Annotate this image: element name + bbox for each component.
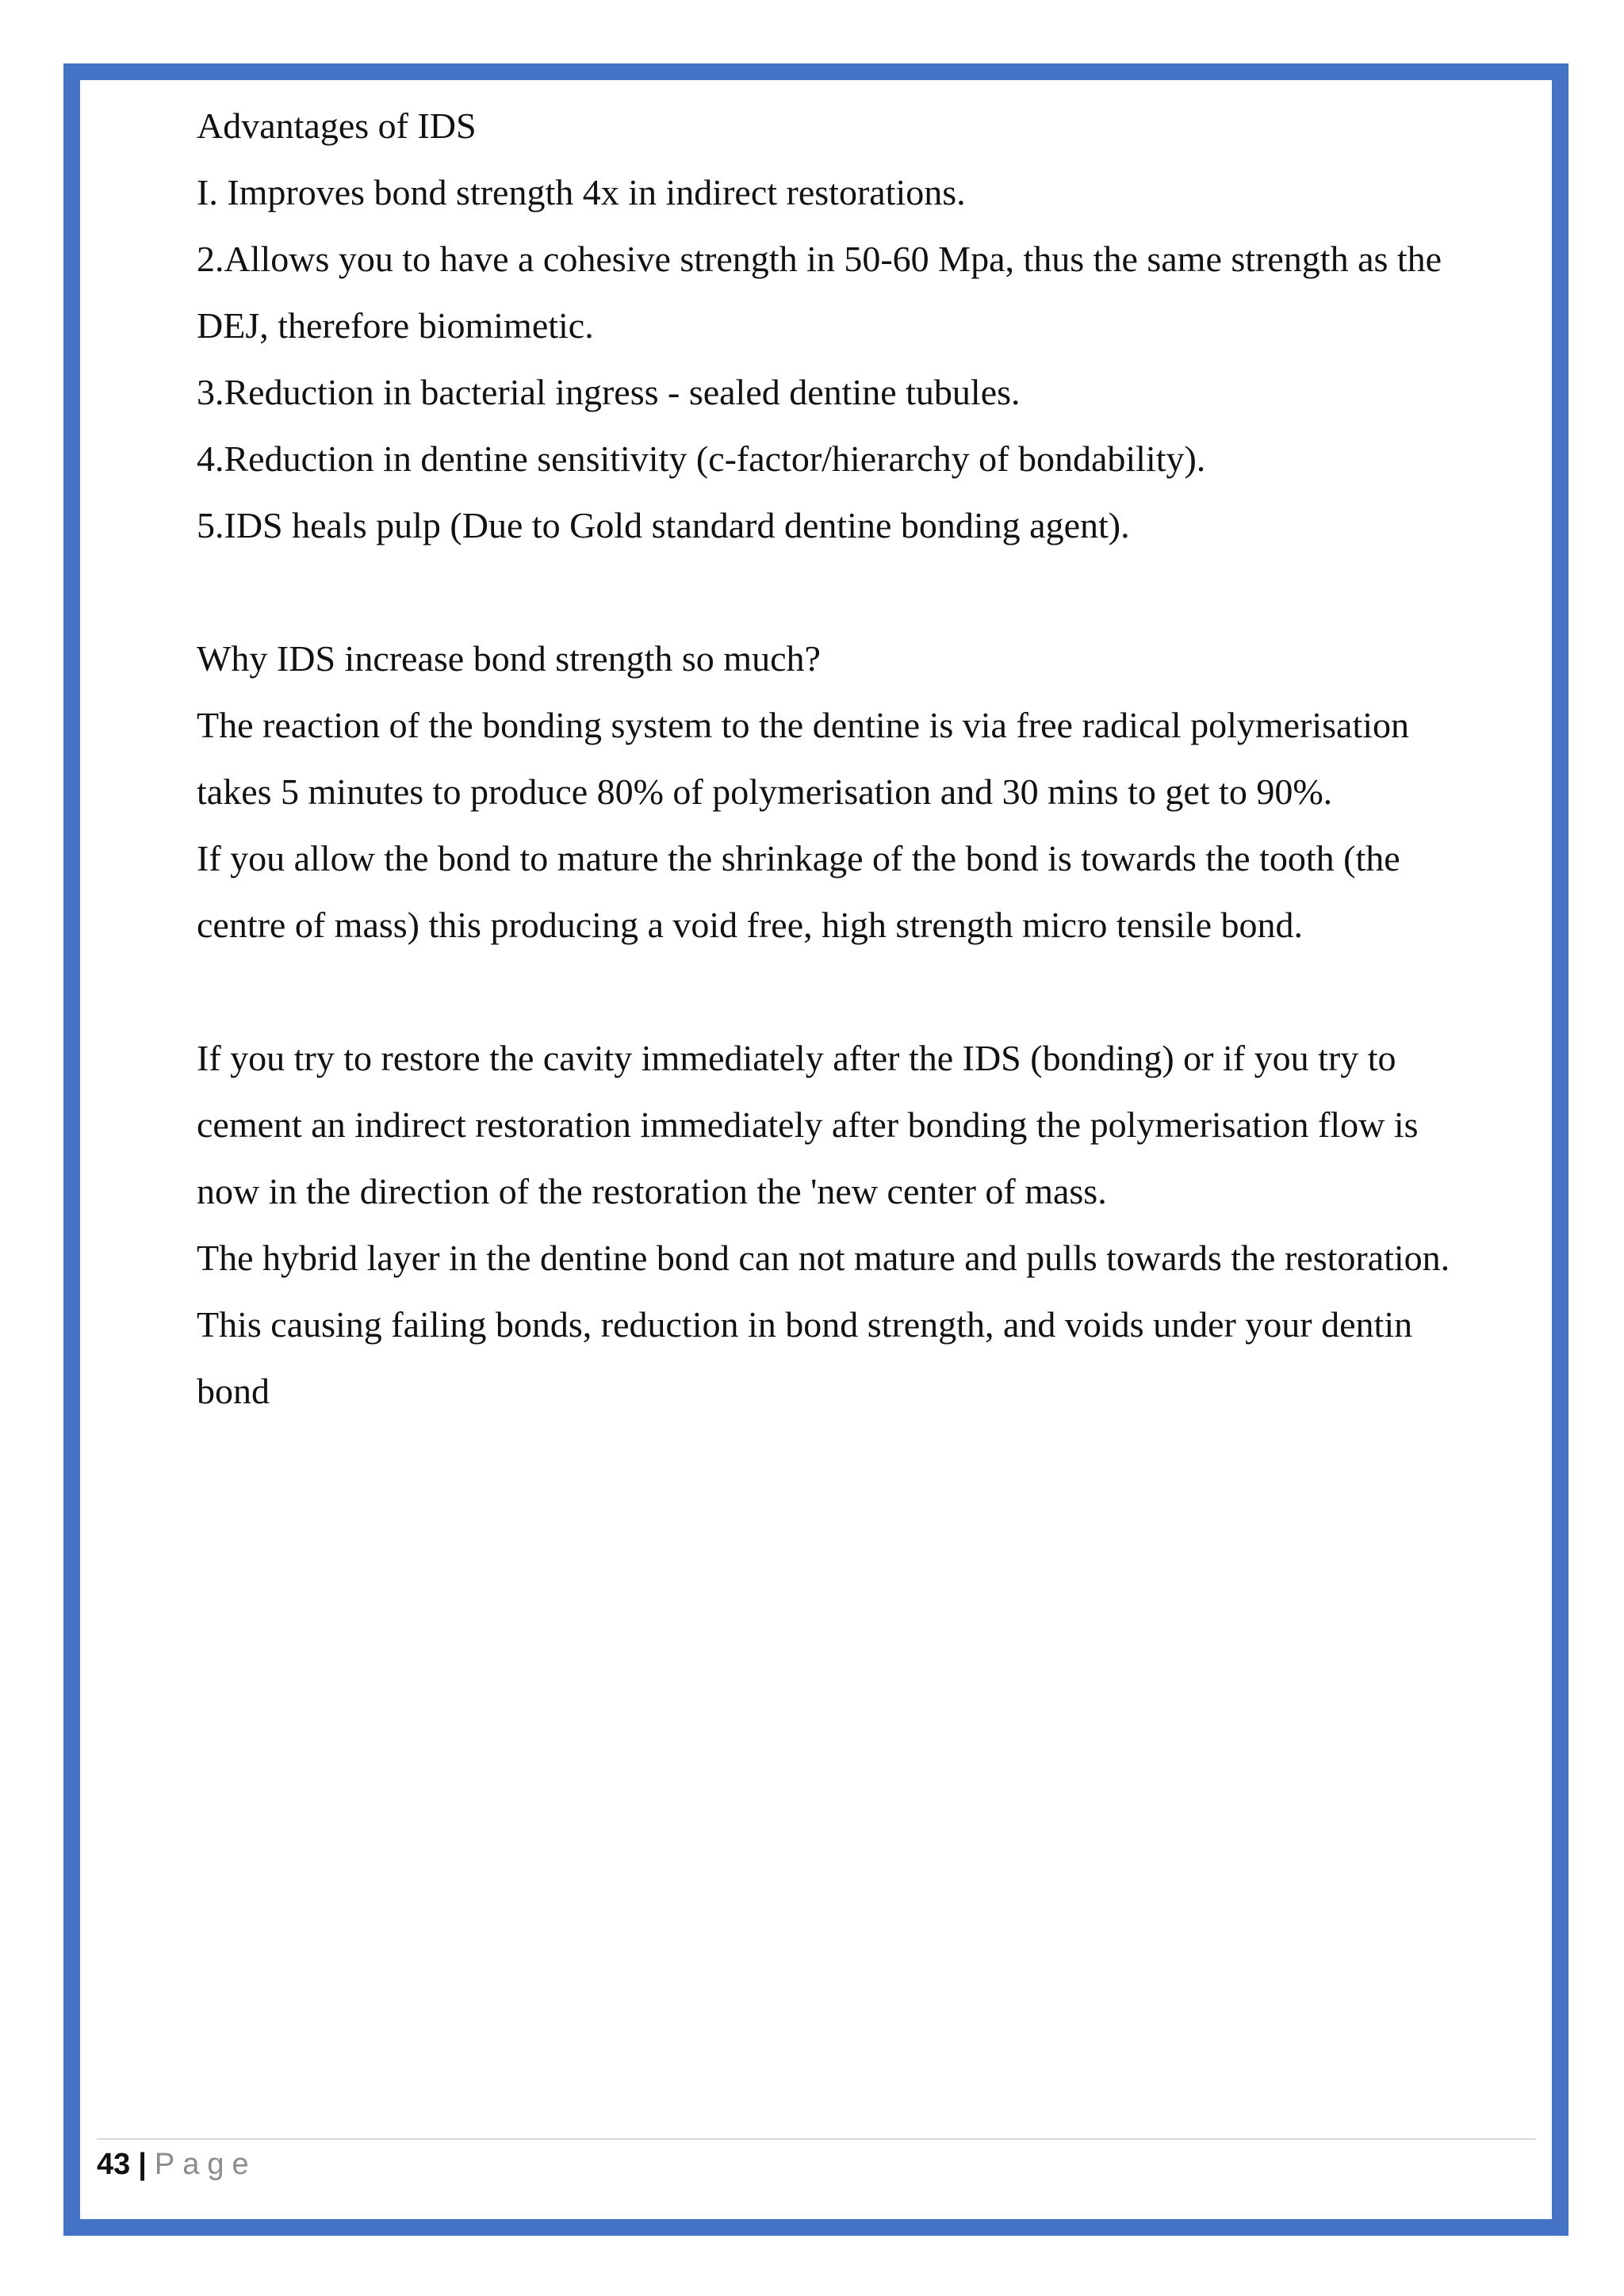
page-number: 43 <box>97 2148 131 2181</box>
advantage-item-3: 3.Reduction in bacterial ingress - sealed dentine tubules. <box>197 372 1021 412</box>
paragraph-line: The hybrid layer in the dentine bond can not mature and pulls towards the restoration. <box>197 1238 1450 1278</box>
paragraph-line: cement an indirect restoration immediately after bonding the polymerisation flow is <box>197 1104 1419 1145</box>
advantage-item-2-cont: DEJ, therefore biomimetic. <box>197 305 594 346</box>
paragraph-gap <box>197 559 1529 626</box>
section-heading-advantages: Advantages of IDS <box>197 105 477 146</box>
paragraph-line: now in the direction of the restoration the 'new center of mass. <box>197 1171 1107 1211</box>
paragraph-line: This causing failing bonds, reduction in bond strength, and voids under your dentin <box>197 1304 1413 1345</box>
advantage-item-2: 2.Allows you to have a cohesive strength in 50-60 Mpa, thus the same strength as the <box>197 239 1442 279</box>
section-heading-why: Why IDS increase bond strength so much? <box>197 638 821 679</box>
advantage-item-1: I. Improves bond strength 4x in indirect restorations. <box>197 172 966 212</box>
paragraph-line: centre of mass) this producing a void free, high strength micro tensile bond. <box>197 905 1303 945</box>
paragraph-gap <box>197 959 1529 1025</box>
footer-divider <box>97 2138 1536 2140</box>
paragraph-line: If you allow the bond to mature the shrinkage of the bond is towards the tooth (the <box>197 838 1400 878</box>
page-content <box>197 93 1529 1425</box>
paragraph-line: bond <box>197 1371 270 1411</box>
paragraph-line: takes 5 minutes to produce 80% of polymerisation and 30 mins to get to 90%. <box>197 771 1333 812</box>
page-footer <box>97 2141 257 2188</box>
advantage-item-4: 4.Reduction in dentine sensitivity (c-factor/hierarchy of bondability). <box>197 438 1206 479</box>
paragraph-line: If you try to restore the cavity immediately after the IDS (bonding) or if you try to <box>197 1038 1396 1078</box>
paragraph-line: The reaction of the bonding system to the dentine is via free radical polymerisation <box>197 705 1410 745</box>
advantage-item-5: 5.IDS heals pulp (Due to Gold standard dentine bonding agent). <box>197 505 1130 545</box>
page-label: Page <box>154 2148 257 2181</box>
page-separator: | <box>138 2148 147 2181</box>
